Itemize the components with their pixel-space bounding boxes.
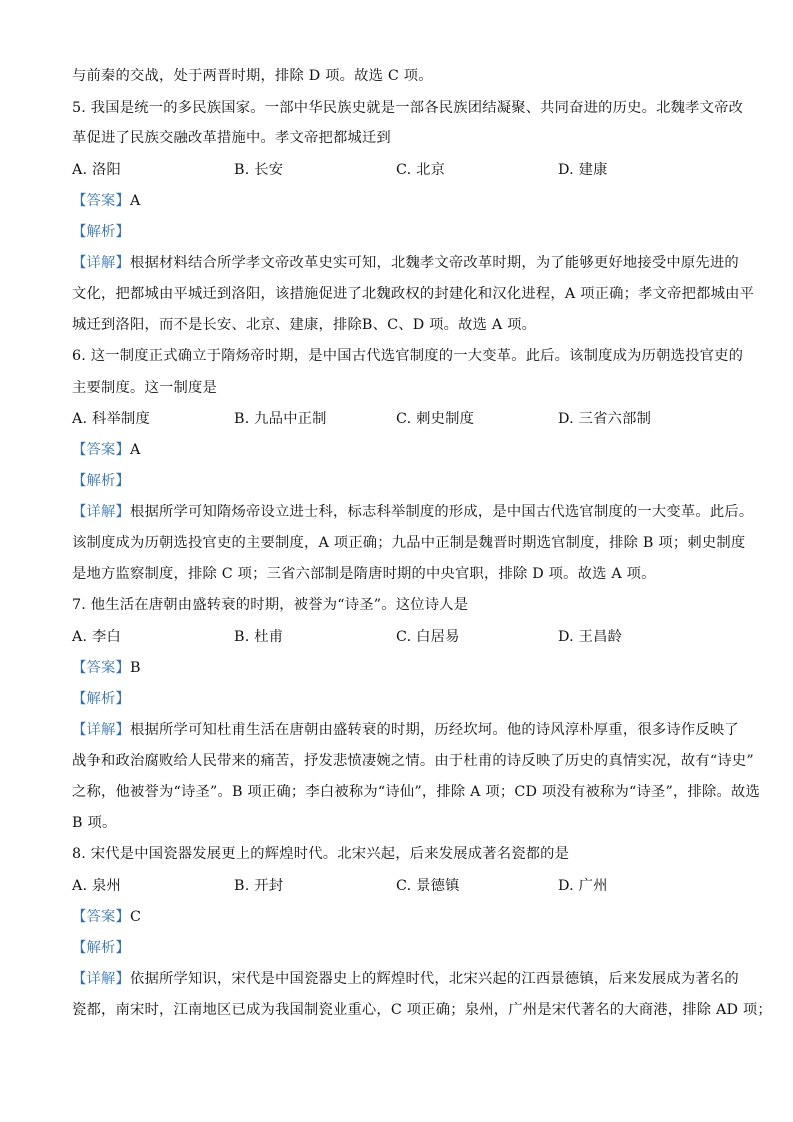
option-b: B. 长安	[234, 162, 284, 178]
option-b: B. 开封	[234, 878, 284, 894]
answer-value: B	[130, 660, 141, 676]
answer-line	[72, 907, 141, 927]
paragraph-line: 与前秦的交战，处于两晋时期，排除 D 项。故选 C 项。	[72, 68, 433, 84]
detail-line: 【详解】根据所学可知杜甫生活在唐朝由盛转衰的时期，历经坎坷。他的诗风淳朴厚重，很多诗作反映了	[72, 722, 739, 738]
analysis-line	[72, 471, 130, 491]
analysis-tag: 【解析】	[72, 473, 130, 489]
analysis-line	[72, 222, 130, 242]
question-7-stem: 7. 他生活在唐朝由盛转衰的时期，被誉为“诗圣”。这位诗人是	[72, 597, 469, 613]
detail-text: B 项。	[72, 815, 117, 831]
question-6-stem-cont: 主要制度。这一制度是	[72, 380, 217, 396]
analysis-tag: 【解析】	[72, 940, 130, 956]
answer-value: A	[130, 442, 141, 458]
answer-tag: 【答案】	[72, 193, 130, 209]
detail-text: 战争和政治腐败给人民带来的痛苦，抒发悲愤凄婉之情。由于杜甫的诗反映了历史的真情实况，故有“诗史”	[72, 753, 754, 769]
option-a: A. 科举制度	[72, 411, 151, 427]
detail-tag: 【详解】	[72, 255, 130, 271]
answer-line	[72, 440, 141, 460]
answer-tag: 【答案】	[72, 660, 130, 676]
analysis-tag: 【解析】	[72, 691, 130, 707]
detail-line: 【详解】依据所学知识，宋代是中国瓷器史上的辉煌时代，北宋兴起的江西景德镇，后来发展成为著名的	[72, 971, 739, 987]
option-a: A. 洛阳	[72, 162, 122, 178]
option-a: A. 李白	[72, 629, 122, 645]
answer-tag: 【答案】	[72, 909, 130, 925]
option-b: B. 九品中正制	[234, 411, 327, 427]
question-5-stem: 5. 我国是统一的多民族国家。一部中华民族史就是一部各民族团结凝聚、共同奋进的历史。北魏孝文帝改	[72, 100, 744, 116]
detail-tag: 【详解】	[72, 971, 130, 987]
answer-tag: 【答案】	[72, 442, 130, 458]
option-d: D. 建康	[558, 162, 608, 178]
question-8-stem: 8. 宋代是中国瓷器发展更上的辉煌时代。北宋兴起，后来发展成著名瓷都的是	[72, 846, 570, 862]
option-c: C. 白居易	[396, 629, 460, 645]
detail-text: 之称，他被誉为“诗圣”。B 项正确；李白被称为“诗仙”，排除 A 项；CD 项没有被称为“诗圣”，排除。故选	[72, 784, 760, 800]
question-6-stem: 6. 这一制度正式确立于隋炀帝时期，是中国古代选官制度的一大变革。此后。该制度成为历朝选投官吏的	[72, 348, 744, 364]
detail-line: 【详解】根据材料结合所学孝文帝改革史实可知，北魏孝文帝改革时期，为了能够更好地接受中原先进的	[72, 255, 739, 271]
option-c: C. 刺史制度	[396, 411, 475, 427]
detail-text: 城迁到洛阳，而不是长安、北京、建康，排除B、C、D 项。故选 A 项。	[72, 317, 537, 333]
option-d: D. 三省六部制	[558, 411, 652, 427]
option-c: C. 北京	[396, 162, 446, 178]
option-c: C. 景德镇	[396, 878, 460, 894]
detail-tag: 【详解】	[72, 722, 130, 738]
option-b: B. 杜甫	[234, 629, 284, 645]
analysis-line	[72, 938, 130, 958]
question-5-stem-cont: 革促进了民族交融改革措施中。孝文帝把都城迁到	[72, 130, 391, 146]
answer-value: C	[130, 909, 142, 925]
detail-text: 该制度成为历朝选投官吏的主要制度，A 项正确；九品中正制是魏晋时期选官制度，排除 B 项；刺史制度	[72, 535, 746, 551]
answer-line	[72, 658, 141, 678]
detail-text: 瓷都，南宋时，江南地区已成为我国制瓷业重心，C 项正确；泉州，广州是宋代著名的大商港，排除 AD 项；	[72, 1002, 772, 1018]
option-a: A. 泉州	[72, 878, 122, 894]
detail-text: 是地方监察制度，排除 C 项；三省六部制是隋唐时期的中央官职，排除 D 项。故选 A 项。	[72, 566, 656, 582]
analysis-tag: 【解析】	[72, 224, 130, 240]
detail-tag: 【详解】	[72, 504, 130, 520]
detail-line: 【详解】根据所学可知隋炀帝设立进士科，标志科举制度的形成，是中国古代选官制度的一大变革。此后。	[72, 504, 754, 520]
detail-text: 文化，把都城由平城迁到洛阳，该措施促进了北魏政权的封建化和汉化进程，A 项正确；孝文帝把都城由平	[72, 286, 755, 302]
option-d: D. 广州	[558, 878, 608, 894]
answer-line	[72, 191, 141, 211]
analysis-line	[72, 689, 130, 709]
answer-value: A	[130, 193, 141, 209]
option-d: D. 王昌龄	[558, 629, 623, 645]
